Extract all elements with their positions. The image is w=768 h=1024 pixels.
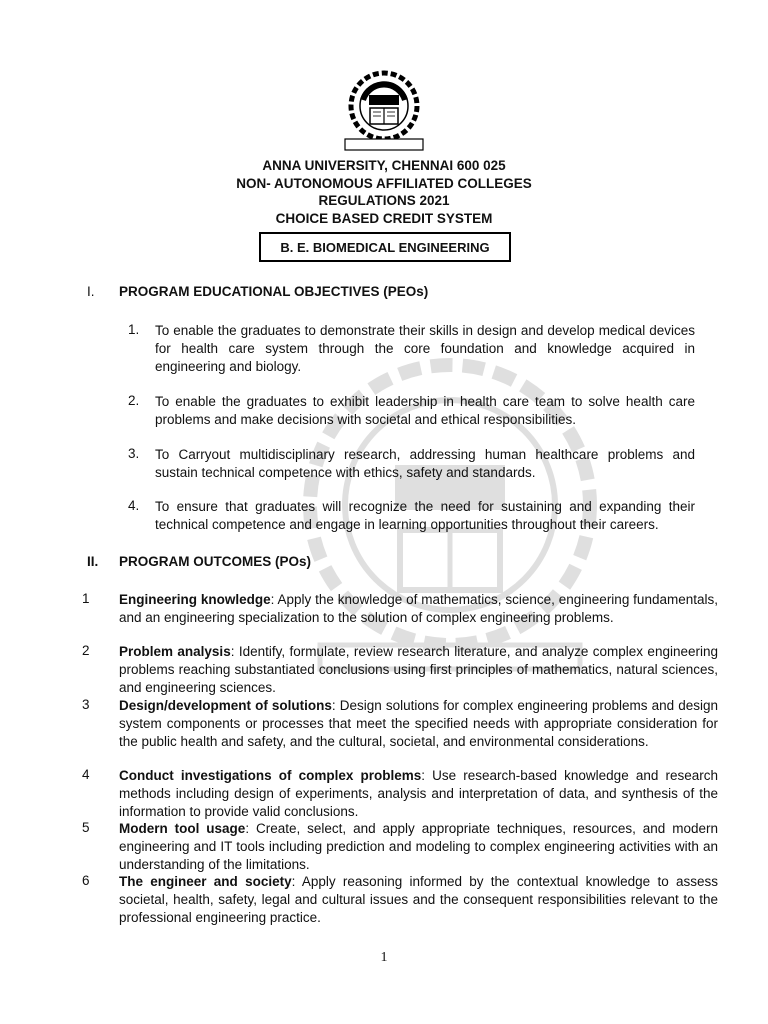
- po-number: 3: [82, 697, 90, 712]
- peo-number: 2.: [128, 393, 140, 408]
- po-text: [119, 820, 718, 874]
- po-term: Engineering knowledge: [119, 592, 271, 607]
- peo-number: 1.: [128, 322, 140, 337]
- program-title-box: [259, 232, 511, 262]
- po-term: Design/development of solutions: [119, 698, 332, 713]
- po-text: [119, 643, 718, 697]
- peo-text: To ensure that graduates will recognize the need for sustaining and expanding their technical competence and engage in learning opportunities throughout their careers.: [155, 499, 695, 532]
- po-number: 2: [82, 643, 90, 658]
- section-title-peo: PROGRAM EDUCATIONAL OBJECTIVES (PEOs): [119, 284, 429, 299]
- po-term: Conduct investigations of complex problems: [119, 768, 422, 783]
- po-number: 4: [82, 767, 90, 782]
- po-text: [119, 767, 718, 821]
- po-number: 5: [82, 820, 90, 835]
- po-text: [119, 697, 718, 751]
- college-type: NON- AUTONOMOUS AFFILIATED COLLEGES: [236, 176, 532, 191]
- page-number: 1: [380, 950, 388, 965]
- po-number: 6: [82, 873, 90, 888]
- anna-university-logo: [339, 68, 429, 152]
- program-title: B. E. BIOMEDICAL ENGINEERING: [280, 239, 490, 255]
- peo-number: 3.: [128, 446, 140, 461]
- po-term: Modern tool usage: [119, 821, 246, 836]
- po-text: [119, 591, 718, 627]
- section-number: I.: [87, 284, 95, 299]
- po-description: : Use research-based knowledge and research methods including design of experiments, analysis and interpretation of data, and synthesis of the information to provide valid conclusions.: [119, 768, 718, 819]
- peo-text: To enable the graduates to demonstrate their skills in design and develop medical devices for health care system through the core foundation and knowledge acquired in engineering and biology.: [155, 323, 695, 374]
- po-description: : Create, select, and apply appropriate techniques, resources, and modern engineering and IT tools including prediction and modeling to complex engineering activities with an understanding of the limitations.: [119, 821, 718, 872]
- po-term: The engineer and society: [119, 874, 292, 889]
- po-description: : Apply reasoning informed by the contextual knowledge to assess societal, health, safety, legal and cultural issues and the consequent responsibilities relevant to the professional engineering practice.: [119, 874, 718, 925]
- section-number: II.: [87, 554, 99, 569]
- po-number: 1: [82, 591, 90, 606]
- section-title-po: PROGRAM OUTCOMES (POs): [119, 554, 312, 569]
- peo-text: To Carryout multidisciplinary research, addressing human healthcare problems and sustain technical competence with ethics, safety and standards.: [155, 447, 695, 480]
- po-description: : Apply the knowledge of mathematics, science, engineering fundamentals, and an engineering specialization to the solution of complex engineering problems.: [119, 592, 718, 625]
- credit-system-title: CHOICE BASED CREDIT SYSTEM: [275, 211, 493, 226]
- po-description: : Identify, formulate, review research literature, and analyze complex engineering problems reaching substantiated conclusions using first principles of mathematics, natural sciences, and engineering sciences.: [119, 644, 718, 695]
- po-description: : Design solutions for complex engineering problems and design system components or processes that meet the specified needs with appropriate consideration for the public health and safety, and the cultural, societal, and environmental considerations.: [119, 698, 718, 749]
- peo-text: To enable the graduates to exhibit leadership in health care team to solve health care problems and make decisions with societal and ethical responsibilities.: [155, 394, 695, 427]
- regulations-title: REGULATIONS 2021: [318, 193, 450, 208]
- po-term: Problem analysis: [119, 644, 231, 659]
- peo-number: 4.: [128, 498, 140, 513]
- po-text: [119, 873, 718, 927]
- university-title: ANNA UNIVERSITY, CHENNAI 600 025: [262, 158, 506, 173]
